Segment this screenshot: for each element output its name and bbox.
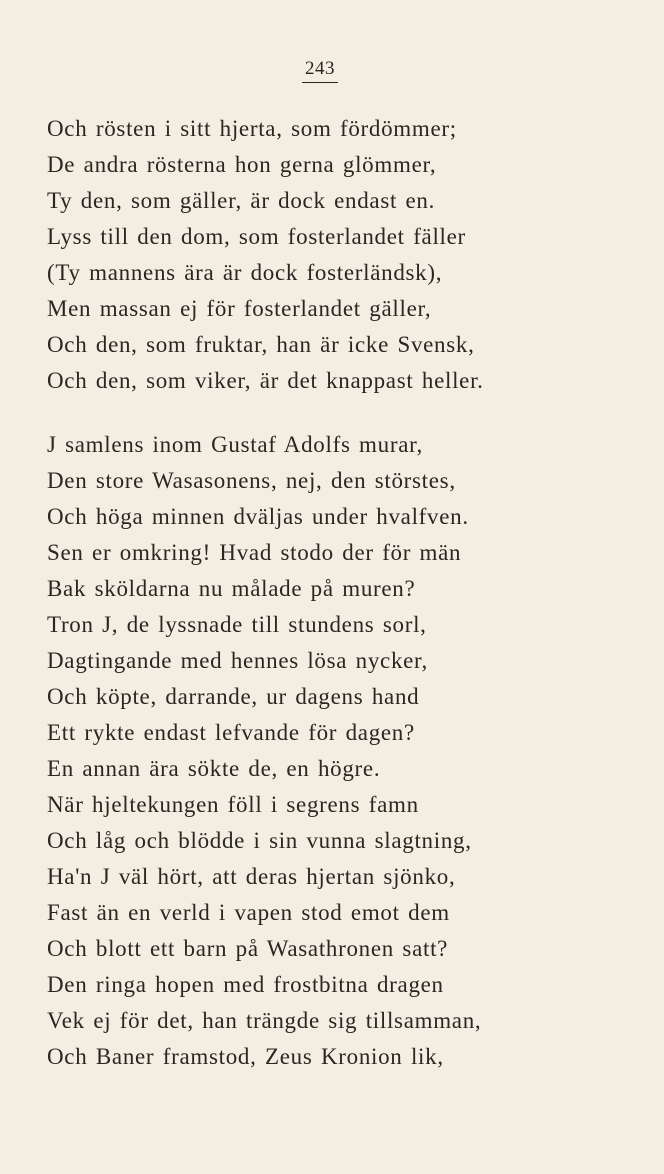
verse-line: Sen er omkring! Hvad stodo der för män	[47, 540, 462, 565]
verse-line: Tron J, de lyssnade till stundens sorl,	[47, 612, 427, 637]
verse-line: Men massan ej för fosterlandet gäller,	[47, 296, 432, 321]
verse-line: Vek ej för det, han trängde sig tillsamman,	[47, 1008, 482, 1033]
verse-line: Den ringa hopen med frostbitna dragen	[47, 972, 444, 997]
page-number-rule	[302, 82, 338, 83]
verse-line: Ty den, som gäller, är dock endast en.	[47, 188, 436, 213]
verse-line: Och låg och blödde i sin vunna slagtning,	[47, 828, 472, 853]
verse-line: Och höga minnen dväljas under hvalfven.	[47, 504, 469, 529]
verse-line: Och köpte, darrande, ur dagens hand	[47, 684, 420, 709]
page-number: 243	[305, 58, 335, 79]
verse-line: Fast än en verld i vapen stod emot dem	[47, 900, 450, 925]
stanza-2	[47, 427, 647, 1075]
verse-line: Lyss till den dom, som fosterlandet fäller	[47, 224, 466, 249]
verse-line: Dagtingande med hennes lösa nycker,	[47, 648, 428, 673]
verse-line: Och blott ett barn på Wasathronen satt?	[47, 936, 449, 961]
verse-line: Och den, som viker, är det knappast heller.	[47, 368, 484, 393]
verse-line: Ha'n J väl hört, att deras hjertan sjönko,	[47, 864, 456, 889]
verse-line: Och Baner framstod, Zeus Kronion lik,	[47, 1044, 444, 1069]
verse-line: Ett rykte endast lefvande för dagen?	[47, 720, 415, 745]
verse-line: De andra rösterna hon gerna glömmer,	[47, 152, 437, 177]
verse-line: När hjeltekungen föll i segrens famn	[47, 792, 419, 817]
verse-line: Och den, som fruktar, han är icke Svensk,	[47, 332, 475, 357]
verse-line: J samlens inom Gustaf Adolfs murar,	[47, 432, 423, 457]
verse-line: Och rösten i sitt hjerta, som fördömmer;	[47, 116, 457, 141]
stanza-1	[47, 111, 647, 399]
verse-line: En annan ära sökte de, en högre.	[47, 756, 381, 781]
verse-line: (Ty mannens ära är dock fosterländsk),	[47, 260, 443, 285]
verse-line: Den store Wasasonens, nej, den störstes,	[47, 468, 456, 493]
verse-line: Bak sköldarna nu målade på muren?	[47, 576, 416, 601]
